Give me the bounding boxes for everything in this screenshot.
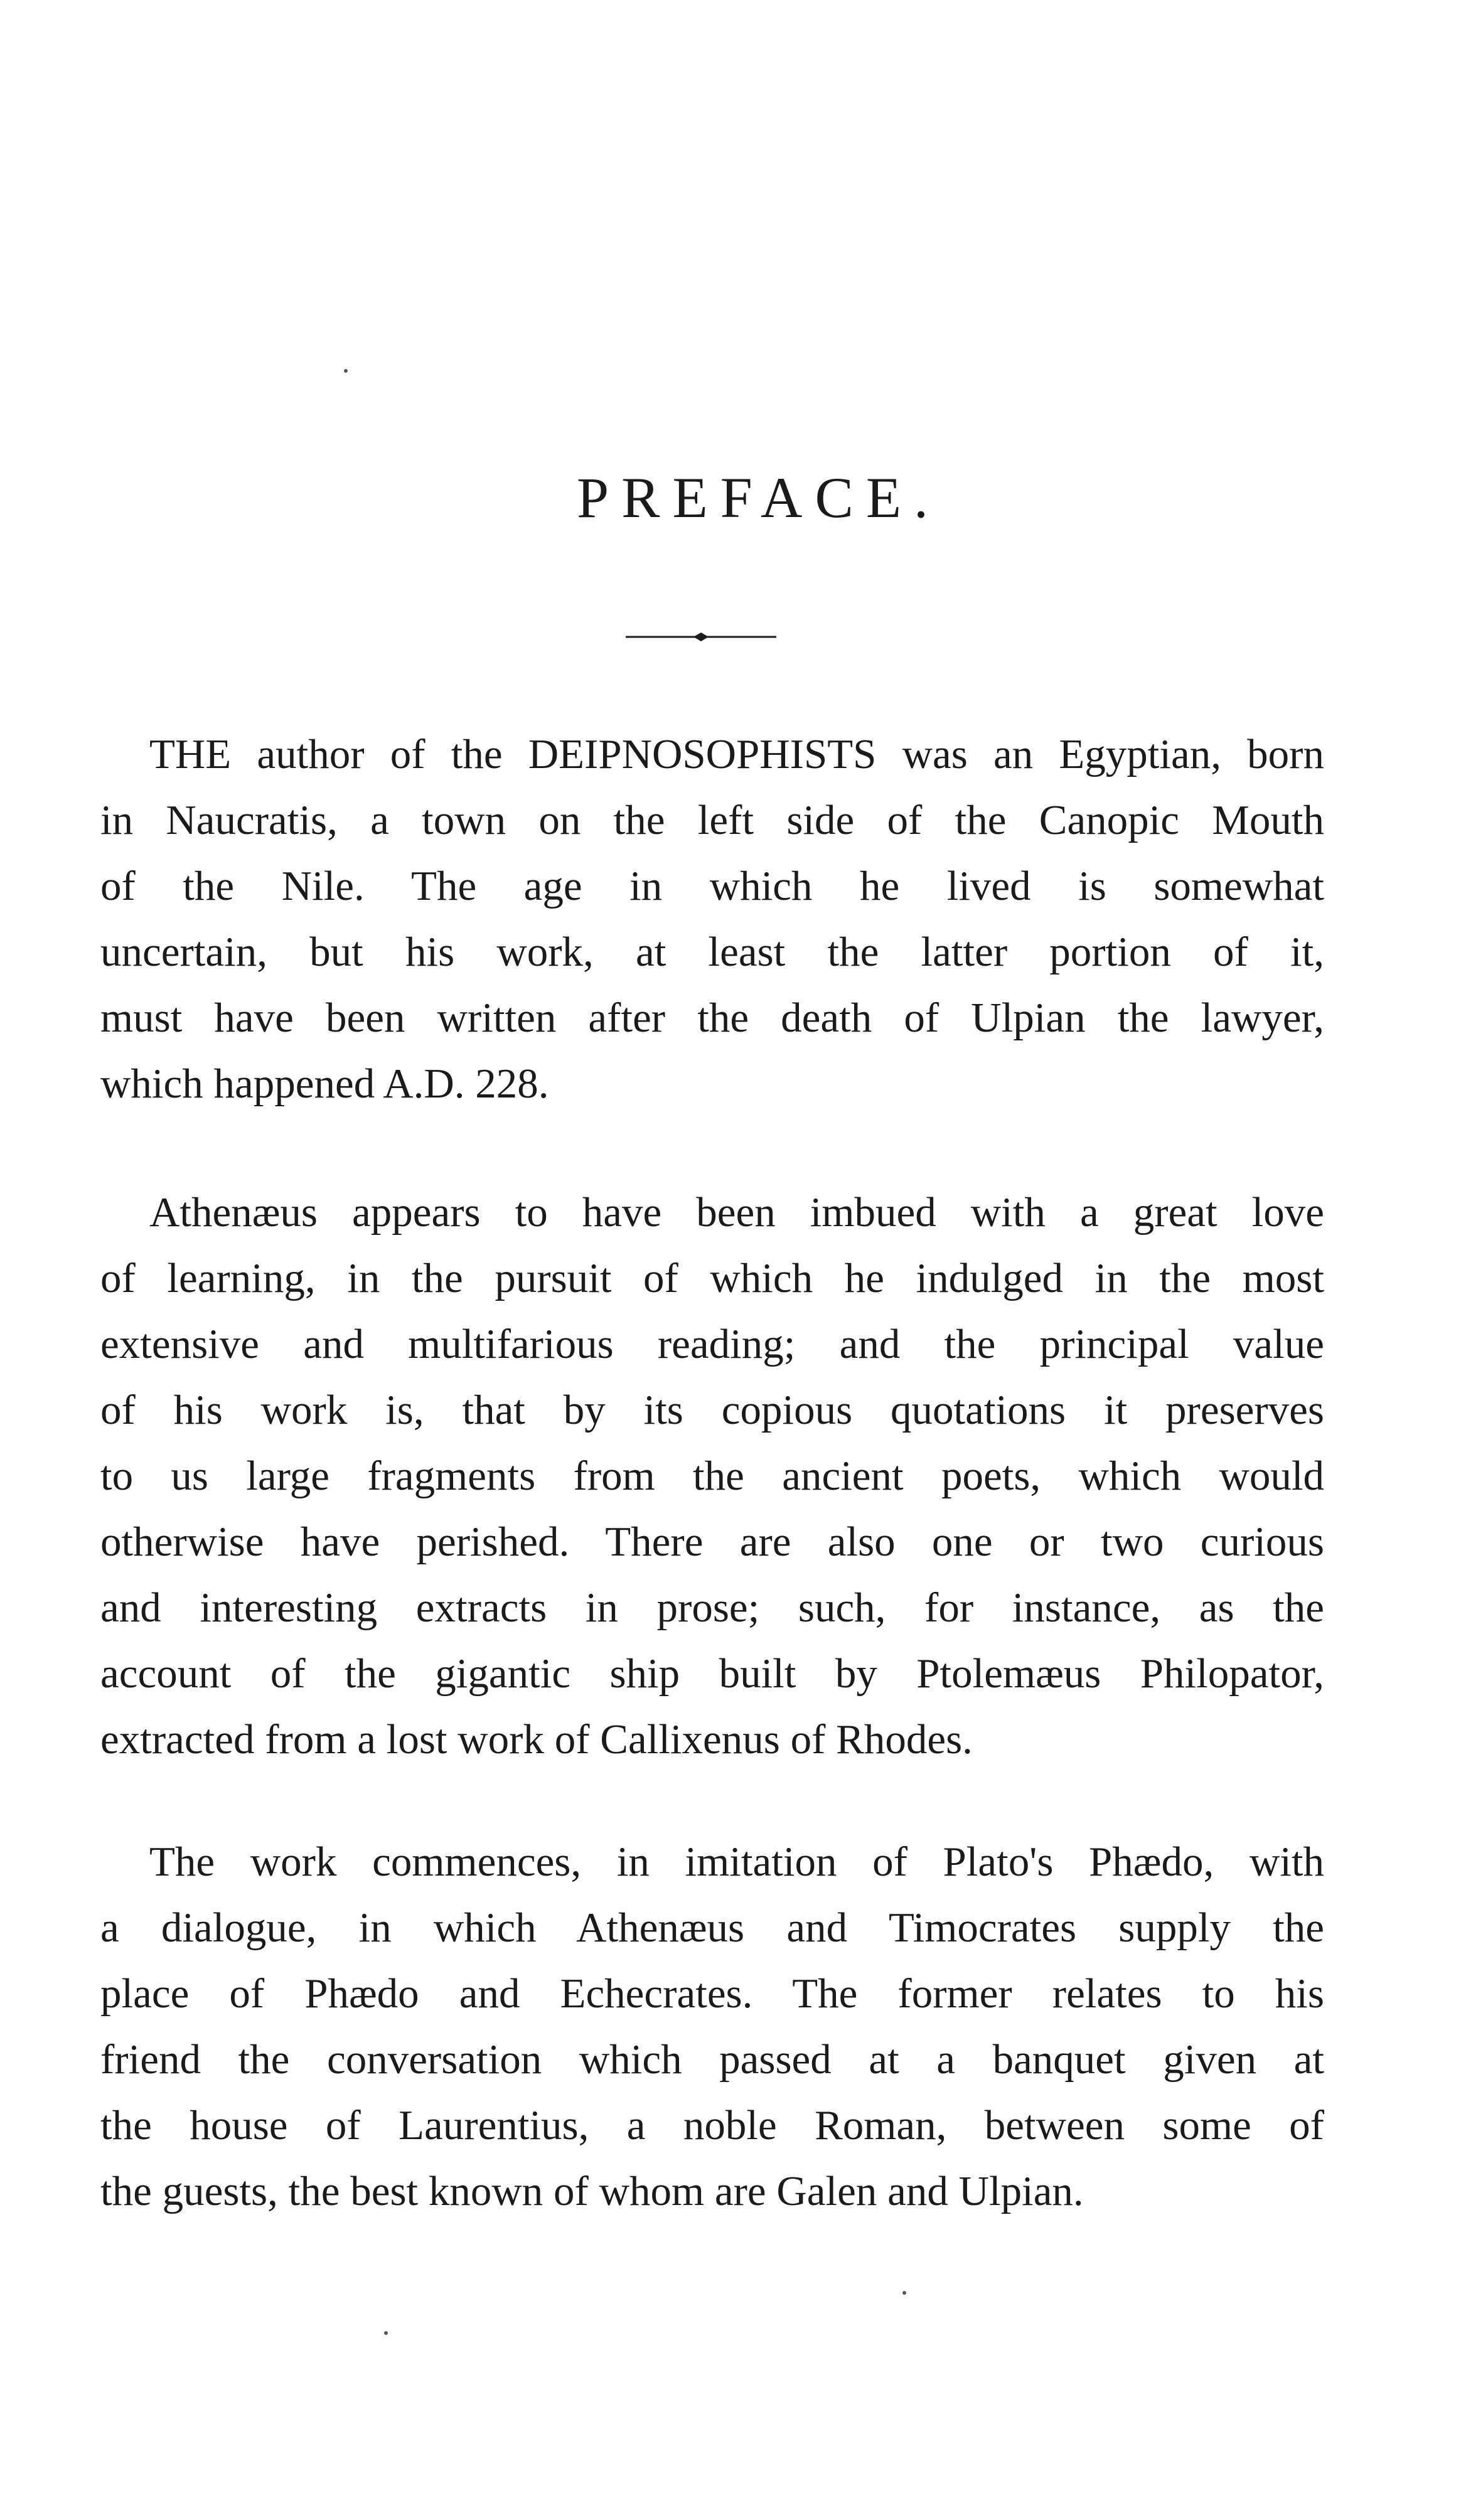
paragraph-line: to us large fragments from the ancient poets, which would (100, 1453, 1324, 1499)
paragraph-line: uncertain, but his work, at least the latter portion of it, (100, 929, 1324, 975)
paragraph-line: extensive and multifarious reading; and the principal value (100, 1321, 1324, 1367)
paragraph-line: Athenæus appears to have been imbued with a great love (149, 1189, 1324, 1236)
paragraph-line: THE author of the DEIPNOSOPHISTS was an Egyptian, born (149, 731, 1324, 777)
title-ornament-rule (626, 629, 776, 644)
paragraph-line: must have been written after the death of Ulpian the lawyer, (100, 995, 1324, 1041)
paragraph-line: of his work is, that by its copious quotations it preserves (100, 1387, 1324, 1433)
paragraph-line: of learning, in the pursuit of which he indulged in the most (100, 1255, 1324, 1301)
paragraph-line: account of the gigantic ship built by Ptolemæus Philopator, (100, 1650, 1324, 1697)
paragraph-line: which happened A.D. 228. (100, 1060, 549, 1107)
print-speck (344, 369, 348, 373)
paragraph-line: friend the conversation which passed at a banquet given at (100, 2036, 1324, 2083)
paragraph-line: in Naucratis, a town on the left side of the Canopic Mouth (100, 797, 1324, 843)
paragraph-line: The work commences, in imitation of Plato's Phædo, with (149, 1839, 1324, 1885)
paragraph-line: otherwise have perished. There are also one or two curious (100, 1519, 1324, 1565)
paragraph-1 (100, 722, 1324, 1117)
paragraph-line: extracted from a lost work of Callixenus of Rhodes. (100, 1716, 973, 1763)
paragraph-line: and interesting extracts in prose; such, for instance, as the (100, 1584, 1324, 1631)
print-speck (384, 2331, 388, 2335)
paragraph-line: of the Nile. The age in which he lived is somewhat (100, 863, 1324, 909)
page-title: PREFACE. (576, 466, 941, 530)
print-speck (902, 2291, 906, 2295)
paragraph-3 (100, 1829, 1324, 2224)
paragraph-2 (100, 1180, 1324, 1773)
paragraph-line: place of Phædo and Echecrates. The former relates to his (100, 1970, 1324, 2017)
paragraph-line: a dialogue, in which Athenæus and Timocrates supply the (100, 1904, 1324, 1951)
paragraph-line: the house of Laurentius, a noble Roman, between some of (100, 2102, 1324, 2149)
paragraph-line: the guests, the best known of whom are Galen and Ulpian. (100, 2168, 1084, 2214)
